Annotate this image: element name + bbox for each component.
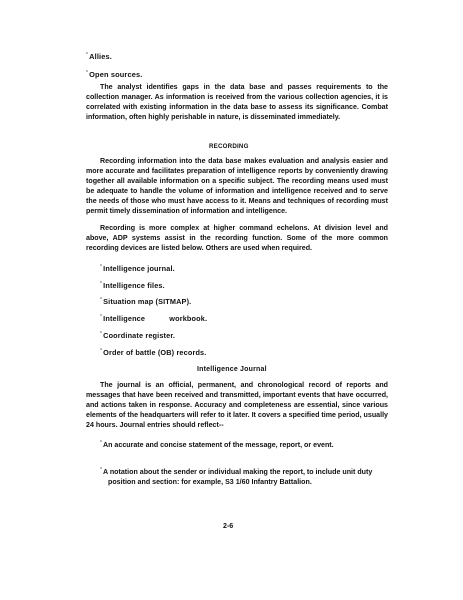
paragraph-journal: The journal is an official, permanent, and chronological record of reports and messages that have been received and transmitted, important events that have occurred, and actions taken in response. Accuracy and completeness are essential, since various elements of the headquarters will refer to it later. It covers a specified time period, usually 24 hours. Journal entries should reflect-- bbox=[86, 381, 388, 429]
device-text: Intelligence files. bbox=[103, 281, 165, 290]
paragraph-analyst: The analyst identifies gaps in the data base and passes requirements to the collection manager. As information is received from the various collection agencies, it is correlated with existing information in the data base to assess its significance. Combat information, often highly perishable in nature, is disseminated immediately. bbox=[86, 83, 388, 121]
bullet-open-sources bbox=[86, 70, 142, 79]
bullet-marker: ° bbox=[100, 348, 103, 354]
bullet-marker: ° bbox=[100, 331, 103, 337]
device-text: Intelligence journal. bbox=[103, 264, 175, 273]
bullet-text: Allies. bbox=[89, 52, 112, 61]
bullet-marker: ° bbox=[100, 297, 103, 303]
device-item-ob-records bbox=[100, 348, 206, 357]
page-number: 2-6 bbox=[223, 522, 234, 530]
bullet-marker: ° bbox=[100, 440, 102, 446]
journal-item-sender bbox=[100, 465, 398, 487]
paragraph-recording-1: Recording information into the data base makes evaluation and analysis easier and more accurate and facilitates preparation of intelligence reports by conveniently drawing together all available information on a specific subject. The recording means used must be adequate to handle the volume of information and intelligence received and to serve the needs of those who must have access to it. Means and techniques of recording must permit timely dissemination of information and intelligence. bbox=[86, 157, 388, 215]
bullet-text: Open sources. bbox=[89, 70, 143, 79]
device-item-files bbox=[100, 281, 165, 290]
journal-item-text: An accurate and concise statement of the message, report, or event. bbox=[103, 441, 334, 449]
device-text: Coordinate register. bbox=[103, 331, 176, 340]
bullet-marker: ° bbox=[100, 467, 102, 473]
journal-item-statement bbox=[100, 438, 398, 450]
bullet-marker: ° bbox=[86, 52, 89, 58]
bullet-allies bbox=[86, 52, 112, 61]
device-item-workbook bbox=[100, 314, 207, 323]
device-item-journal bbox=[100, 264, 175, 273]
device-text: Intelligence workbook. bbox=[103, 314, 208, 323]
paragraph-recording-2: Recording is more complex at higher command echelons. At division level and above, ADP systems assist in the recording function. Some of the more common recording devices are listed below. Others are used when required. bbox=[86, 224, 388, 252]
journal-item-text: A notation about the sender or individual making the report, to include unit duty position and section: for example, S3 1/60 Infantry Battalion. bbox=[103, 468, 373, 486]
heading-recording: RECORDING bbox=[209, 143, 249, 150]
bullet-marker: ° bbox=[100, 314, 103, 320]
bullet-marker: ° bbox=[86, 70, 89, 76]
heading-intelligence-journal: Intelligence Journal bbox=[197, 366, 267, 373]
bullet-marker: ° bbox=[100, 264, 103, 270]
bullet-marker: ° bbox=[100, 281, 103, 287]
device-item-sitmap bbox=[100, 297, 191, 306]
device-text: Order of battle (OB) records. bbox=[103, 348, 207, 357]
device-item-coordinate-register bbox=[100, 331, 175, 340]
device-text: Situation map (SITMAP). bbox=[103, 297, 192, 306]
